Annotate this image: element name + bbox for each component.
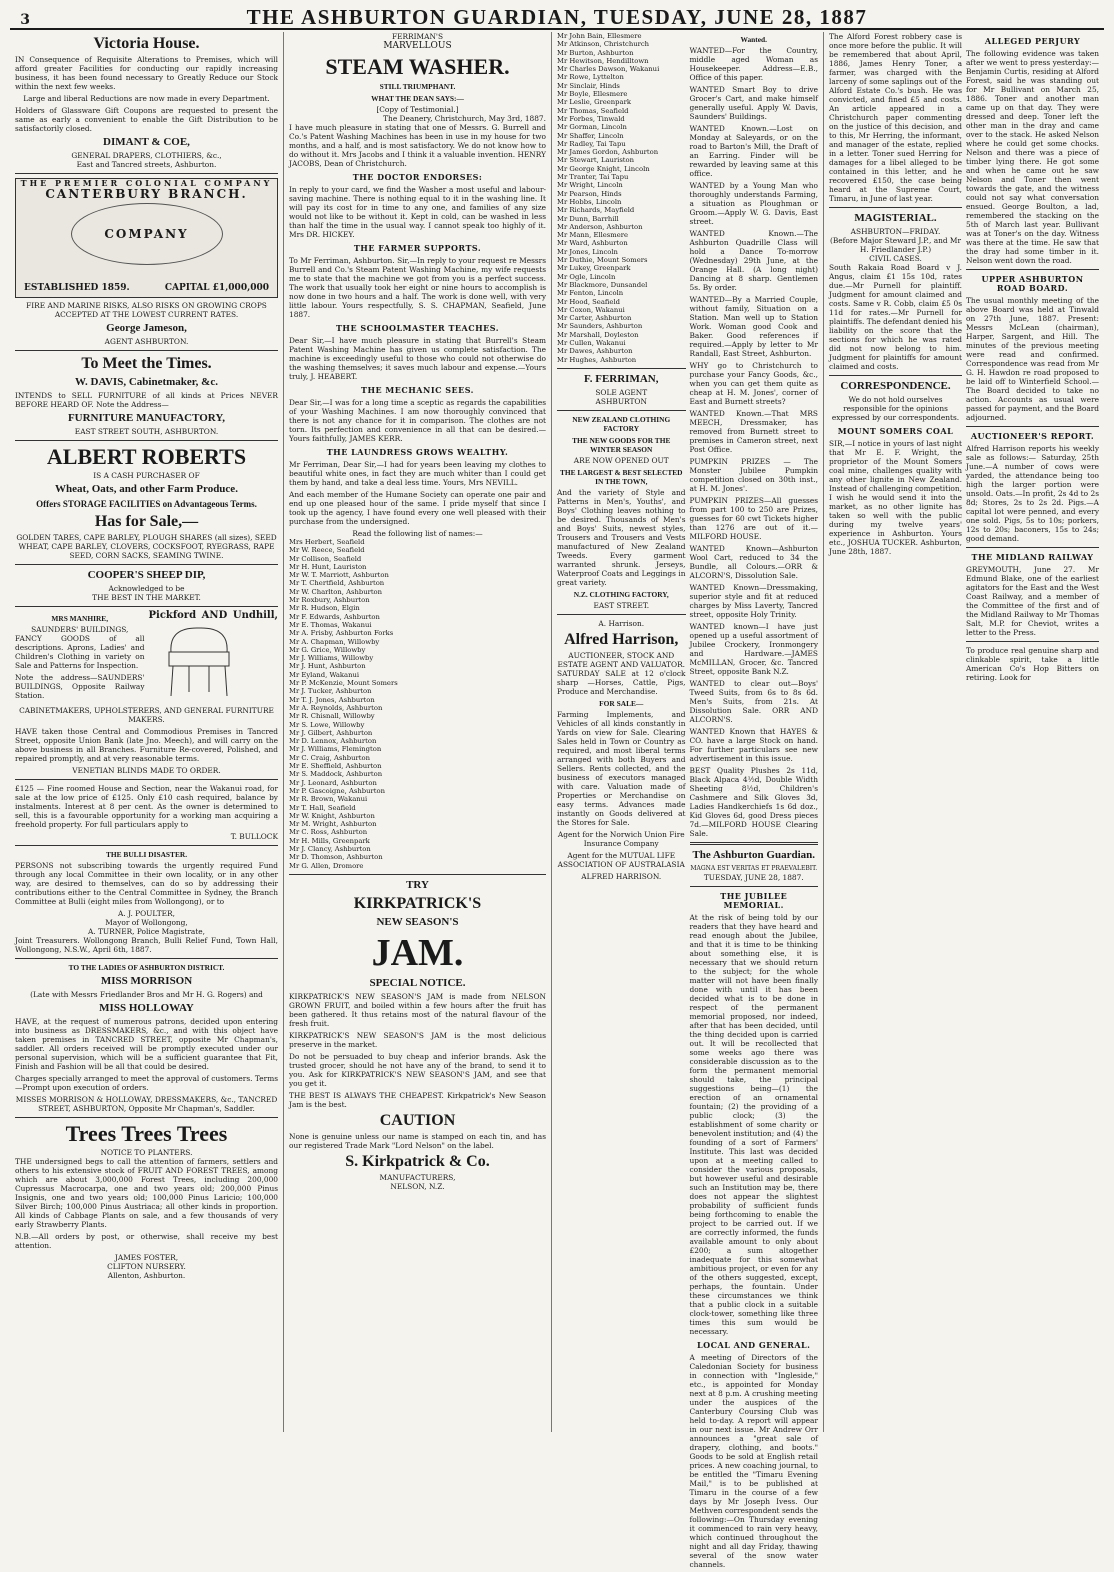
testimonial-name: Mr John Bain, Ellesmere bbox=[557, 32, 642, 40]
manhire-advert bbox=[15, 611, 145, 706]
kirkpatrick-new: NEW SEASON'S bbox=[376, 915, 459, 928]
ferriman-laundress: Mr Ferriman, Dear Sir,—I had for years been leaving my clothes to beautiful white ones, in fact they are much whiter than I could get them by hand, and take a deal less time. Yours, Mrs NEVILL. bbox=[289, 460, 546, 487]
ferriman-school: Dear Sir,—I have much pleasure in stating that Burrell's Steam Patent Washing Machine has given us complete satisfaction. The machine is exceedingly useful to those who could not otherwise do the washing themselves; it saves much labour and expense.—Yours truly, J. HEABERT. bbox=[289, 336, 546, 381]
trees-sig3: Allenton, Ashburton. bbox=[107, 1271, 186, 1280]
local-body: A meeting of Directors of the Caledonian Society for business in connection with "Ingleside," etc., is appointed for Monday next at 8 p.m. A crushing meeting under the auspices of the Canterbury Coursing Club was held to-day. A report will appear in our next issue. Mr Andrew Orr announces a "great sale of drapery, clothing, and boots." Goods to be sold at English retail prices. A new coaching journal, to be entitled the "Timaru Evening Mail," is to be published at Timaru in the course of a few days by Mr Joseph Ivess. Our Methven correspondent sends the following:—On Thursday evening it commenced to rain very heavy, which continued throughout the night and all day Friday, thawing several of the snow water channels. bbox=[689, 1353, 818, 1569]
paper-motto: MAGNA EST VERITAS ET PRAEVALEBIT. bbox=[690, 865, 818, 872]
closing-text: To produce real genuine sharp and clinkable spirit, take a little American Co's Hop Bitters on retiring. Look for bbox=[966, 646, 1099, 682]
wanted-ad: WANTED Known that HAYES & CO. have a large Stock on hand. For further particulars see new advertisement in this issue. bbox=[689, 727, 818, 763]
testimonial-name: Mr S. Maddock, Ashburton bbox=[289, 770, 383, 779]
ferriman-mech-heading: THE MECHANIC SEES. bbox=[361, 385, 474, 395]
testimonial-name: Mr J. Clancy, Ashburton bbox=[289, 844, 371, 853]
clothing-heading: F. FERRIMAN, bbox=[584, 372, 659, 385]
testimonial-name: Mr J. Gilbert, Ashburton bbox=[289, 728, 373, 737]
pickford-trade: CABINETMAKERS, UPHOLSTERERS, AND GENERAL FURNITURE MAKERS. bbox=[19, 706, 274, 724]
pickford-body: HAVE taken those Central and Commodious Premises in Tancred Street, opposite Union Bank (late Jno. Meech), and will carry on the above business in all Branches. Furniture Re-covered, Polished, and repaired promptly, and at very reasonable terms. bbox=[15, 727, 278, 763]
kirkpatrick-body3: Do not be persuaded to buy cheap and inferior brands. Ask the trusted grocer, should he not have any of the brand, to send it to you. Ask for KIRKPATRICK'S NEW SEASON'S JAM, and see that you get it. bbox=[289, 1051, 546, 1088]
testimonial-name: Mr R. Hudson, Elgin bbox=[289, 604, 360, 613]
testimonial-name: Mr Hood, Seafield bbox=[557, 297, 620, 306]
kirkpatrick-heading: KIRKPATRICK'S bbox=[353, 894, 482, 912]
largest: THE LARGEST & BEST SELECTED IN THE TOWN, bbox=[559, 467, 683, 486]
harrison-sig: ALFRED HARRISON. bbox=[581, 871, 662, 881]
pickford-right: Undhill, bbox=[232, 610, 278, 621]
factory-heading: N.Z. CLOTHING FACTORY, bbox=[573, 589, 669, 599]
morrison-late: (Late with Messrs Friedlander Bros and Mr H. G. Rogers) and bbox=[30, 990, 263, 999]
wanted-ad: WANTED—By a Married Couple, without family, Situation on a Station. Man well up to Station Work. Woman good Cook and Baker. Good references if required.—Apply by letter to Mr Randall, East Street, Ashburton. bbox=[689, 295, 818, 358]
testimonial-name: Mr W. Reece, Seafield bbox=[289, 546, 365, 555]
coopers-sub: Acknowledged to be bbox=[108, 584, 185, 593]
ferriman-marvellous: MARVELLOUS bbox=[383, 41, 452, 51]
column-1 bbox=[10, 32, 284, 1432]
sale-125-body: £125 — Fine roomed House and Section, near the Wakanui road, for sale at the low price of £125. Only £10 cash required, balance by instalments. Interest at 8 per cent. As the owner is determined to sell, this is a favourable opportunity for a working man acquiring a freehold property. For full particulars apply to bbox=[15, 784, 278, 829]
ferriman-farmer: To Mr Ferriman, Ashburton. Sir,—In reply to your request re Messrs Burrell and Co.'s Steam Patent Washing Machine, my wife requests me to state that the machine we got from you is a perfect success. The work that usually took her eight or nine hours to accomplish is now done in two hours and a half. The work is done well, with very little labour. Yours respectfully, S. S. CHAPMAN, Seafield, June 1887. bbox=[289, 256, 546, 319]
morrison-body: HAVE, at the request of numerous patrons, decided upon entering into business as DRESSMAKERS, &c., and with this object have taken premises in TANCRED STREET, opposite Mr Chapman's, saddler. All orders received will be promptly executed under our personal supervision, which will be a sufficient guarantee that Fit, Finish and Fashion will be all that could be desired. bbox=[15, 1017, 278, 1071]
perjury-body: The following evidence was taken after we went to press yesterday:— Benjamin Curtis, residing at Alford Forest, said he was standing out for Mr Bullivant on March 25, 1886. Toner and another man came up on that day. They were dressed and deep. Toner left the other man in the dray and came over to the stack. He asked Nelson where he could get some chocks. Nelson and there was a piece of timber lying there. He got some and when he came out he saw Nelson and Toner then went towards the gate, and the witness could not say what conversation ensued. George Boulton, a lad, remembered the stacking on the 5th of March last year. Bullivant was at Toner's on the day. Witness was there at the time. He saw that the dray had some timber in it. Nelson went down the road. bbox=[966, 49, 1099, 265]
bulli-signed: A. J. POULTER, bbox=[118, 909, 175, 918]
upper-ashburton-heading: UPPER ASHBURTON ROAD BOARD. bbox=[981, 274, 1084, 293]
kirkpatrick-try: TRY bbox=[406, 878, 429, 891]
insurance-top: THE PREMIER COLONIAL COMPANY bbox=[20, 178, 273, 188]
victoria-house-heading: Victoria House. bbox=[93, 35, 200, 52]
testimonial-name: Mr Ward, Ashburton bbox=[557, 239, 628, 248]
davis-addr: EAST STREET SOUTH, ASHBURTON. bbox=[74, 427, 219, 436]
testimonial-name: Mr Tranter, Tai Tapu bbox=[557, 173, 629, 182]
manhire-name: MRS MANHIRE, bbox=[51, 614, 109, 623]
roberts-sale: Has for Sale,— bbox=[94, 513, 199, 530]
testimonial-name: Mr Boyle, Ellesmere bbox=[557, 90, 628, 99]
ferriman-laundress-heading: THE LAUNDRESS GROWS WEALTHY. bbox=[326, 447, 509, 457]
manhire-firm: SAUNDERS' BUILDINGS, bbox=[31, 625, 129, 634]
insurance-advert bbox=[15, 178, 278, 298]
wanted-ad: WANTED by a Young Man who thoroughly understands Farming, a situation as Ploughman or Groom.—Apply W. G. Davis, East street. bbox=[689, 181, 818, 226]
testimonial-name: Mr E. Sheffield, Ashburton bbox=[289, 762, 382, 771]
ferriman-list-intro: Read the following list of names:— bbox=[352, 529, 483, 538]
alford-intro: The Alford Forest robbery case is once more before the public. It will be remembered that about April, 1886, James Henry Toner, a farmer, was charged with the larceny of some saplings out of the Alford Estate Co.'s bush. He was convicted, and fined £5 and costs. An article appeared in a Christchurch paper commenting on the justice of this decision, and to this, Mr Herring, the informant, and manager of the estate, replied in a letter. Toner sued Herring for damages for a libel alleged to be contained in this letter, and he recovered £150, the case being heard at the Supreme Court, Timaru, in June of last year. bbox=[829, 32, 962, 203]
testimonial-name: Mr E. Thomas, Wakanui bbox=[289, 620, 372, 629]
kirkpatrick-jam: JAM. bbox=[371, 931, 464, 974]
kirkpatrick-manuf: MANUFACTURERS, bbox=[379, 1172, 456, 1182]
testimonial-name: Mr C. Ross, Ashburton bbox=[289, 828, 368, 837]
ferriman-doctor: In reply to your card, we find the Washer a most useful and labour-saving machine. There is nothing equal to it in the washing line. It will pay its cost for in time to any one, and families of any size would not like to be without it. Kept in cold, can be washed in less than half the time in the usual way. I cannot speak too highly of it. Mrs DR. HICKEY. bbox=[289, 185, 546, 239]
kirkpatrick-caution: CAUTION bbox=[379, 1111, 456, 1129]
wanted-ad: WANTED—For the Country, middle aged Woman as Housekeeper. Address—E.B., Office of this paper. bbox=[689, 46, 818, 82]
ferriman-copy: [Copy of Testimonial.] bbox=[376, 105, 459, 114]
harrison-sub: AUCTIONEER, STOCK AND ESTATE AGENT AND VALUATOR. bbox=[557, 650, 686, 669]
ferriman-school-heading: THE SCHOOLMASTER TEACHES. bbox=[335, 323, 500, 333]
davis-factory: FURNITURE MANUFACTORY, bbox=[67, 412, 226, 424]
roberts-sub: IS A CASH PURCHASER OF bbox=[93, 471, 200, 480]
testimonial-name: Mr J. Williams, Flemington bbox=[289, 745, 382, 754]
trees-note: N.B.—All orders by post, or otherwise, shall receive my best attention. bbox=[15, 1232, 278, 1250]
column-2 bbox=[284, 32, 552, 1432]
testimonial-name: Mr S. Lowe, Willowby bbox=[289, 720, 365, 729]
insurance-seal: COMPANY bbox=[71, 203, 223, 265]
trees-sig: JAMES FOSTER, bbox=[114, 1253, 179, 1262]
newspaper-columns bbox=[10, 32, 1104, 1569]
testimonial-name: Mr D. Lennox, Ashburton bbox=[289, 737, 377, 746]
wanted-ad: WANTED to clear out—Boys' Tweed Suits, from 6s to 8s 6d. Men's Suits, from 21s. At Dissolution Sale. ORR AND ALCORN'S. bbox=[689, 679, 818, 724]
insurance-capital: CAPITAL £1,000,000 bbox=[164, 283, 269, 293]
trees-notice: NOTICE TO PLANTERS. bbox=[100, 1148, 193, 1157]
testimonial-name: Mr G. Allen, Dromore bbox=[289, 861, 364, 870]
testimonial-name: Mr W. Charlton, Ashburton bbox=[289, 587, 383, 596]
magisterial-heading: MAGISTERIAL. bbox=[854, 212, 937, 224]
testimonial-name: Mr Dunn, Barrhill bbox=[557, 214, 619, 223]
newspaper-title: THE ASHBURTON GUARDIAN, TUESDAY, JUNE 28, 1887 bbox=[246, 5, 868, 29]
paper-title: The Ashburton Guardian. bbox=[692, 849, 816, 861]
ferriman-what: WHAT THE DEAN SAYS:— bbox=[371, 94, 464, 103]
wanted-heading: Wanted. bbox=[740, 35, 767, 44]
midland-body: GREYMOUTH, June 27. Mr Edmund Blake, one of the earliest agitators for the East and the West Coast Railway, and a member of the Committee of the first and of the Midland Railway to Mr Thomas Salt, M.P. for Cheviot, writes a letter to the Press. bbox=[966, 565, 1099, 637]
ferriman-closing: And each member of the Humane Society can operate one pair and end up one pleased hour of the same. I pride myself that since I took up the agency, I have found every one well pleased with their purchase from the undersigned. bbox=[289, 490, 546, 526]
coopers-best: THE BEST IN THE MARKET. bbox=[92, 593, 201, 602]
trees-sig2: CLIFTON NURSERY. bbox=[107, 1262, 186, 1271]
testimonial-name: Mr Rowe, Lyttelton bbox=[557, 73, 624, 82]
insurance-branch: CANTERBURY BRANCH. bbox=[45, 187, 248, 201]
testimonial-name: Mr Hewitson, Hendilltown bbox=[557, 56, 649, 65]
sale-125-signed: T. BULLOCK bbox=[230, 832, 278, 841]
pickford-advert bbox=[149, 611, 279, 706]
auctioneer-body: Alfred Harrison reports his weekly sale as follows:— Saturday, 25th June.—A number of cows were yarded, the attendance being too high the larger portion were unsold. Oats.—In profit, 2s 4d to 2s 8d; Stores, 2s to 2s 2d. Pigs.—A capital lot were penned, and every one sold. Pigs, 5s to 10s; porkers, 12s to 20s; baconers, 15s to 24s; good demand. bbox=[966, 444, 1099, 543]
testimonial-name: Mr A. Frisby, Ashburton Forks bbox=[289, 629, 394, 638]
kirkpatrick-place: NELSON, N.Z. bbox=[390, 1181, 445, 1191]
roberts-wheat: Wheat, Oats, and other Farm Produce. bbox=[55, 483, 238, 495]
ferriman-farmer-heading: THE FARMER SUPPORTS. bbox=[353, 243, 482, 253]
bulli-body: PERSONS not subscribing towards the urgently required Fund through any local Committee in their own locality, or in any other way, are desired to themselves, can do so by addressing their contributions either to the Central Committee in Sydney, the Branch Committee at Bulli (eight miles from Wollongong), or to bbox=[15, 861, 278, 906]
testimonial-name: Mr Gorman, Lincoln bbox=[557, 123, 627, 132]
clothing-place: ASHBURTON bbox=[595, 396, 647, 406]
pickford-left: Pickford bbox=[148, 610, 197, 621]
magisterial-before: (Before Major Steward J.P., and Mr H. Friedlander J.P.) bbox=[829, 236, 962, 254]
testimonial-name: Mr Duthie, Mount Somers bbox=[557, 256, 648, 265]
davis-firm: W. DAVIS, Cabinetmaker, &c. bbox=[75, 376, 218, 388]
roberts-storage: Offers STORAGE FACILITIES on Advantageous Terms. bbox=[36, 499, 257, 509]
testimonial-name: Mr T. Hall, Seafield bbox=[289, 803, 356, 812]
morrison-name2: MISS HOLLOWAY bbox=[99, 1002, 194, 1014]
wanted-ad: WANTED Known—Ashburton Wool Cart, reduced to 34 the Bundle, all Colours.—ORR & ALCORN'S, Dissolution Sale. bbox=[689, 544, 818, 580]
ferriman-dean-place: The Deanery, Christchurch, May 3rd, 1887. bbox=[383, 114, 546, 123]
wanted-ad: WANTED Known.—That MRS MEECH, Dressmaker, has removed from Burnett street to premises in Cameron street, next Post Office. bbox=[689, 409, 818, 454]
testimonial-name: Mr R. Chisnall, Willowby bbox=[289, 712, 375, 721]
harrison-for-sale: FOR SALE— bbox=[599, 698, 644, 708]
testimonial-name: Mr T. J. Jones, Ashburton bbox=[289, 695, 375, 704]
testimonial-name: Mr Burton, Ashburton bbox=[557, 48, 634, 57]
testimonial-name: Mr Forbes, Tinwald bbox=[557, 114, 625, 123]
bulli-signed3: A. TURNER, Police Magistrate, bbox=[87, 927, 206, 936]
insurance-risks: FIRE AND MARINE RISKS, ALSO RISKS ON GROWING CROPS ACCEPTED AT THE LOWEST CURRENT RATES. bbox=[26, 301, 267, 319]
wanted-ad: WANTED Known—Dressmaking, superior style and fit at reduced charges by Miss Laverty, Tancred street, opposite Holy Trinity. bbox=[689, 583, 818, 619]
insurance-agent-sub: AGENT ASHBURTON. bbox=[104, 337, 189, 346]
testimonial-name: Mr Lukey, Greenpark bbox=[557, 264, 631, 273]
testimonial-name: Mr Leslie, Greenpark bbox=[557, 98, 631, 107]
col4-inner bbox=[829, 32, 1099, 685]
manhire-note: Note the address—SAUNDERS' BUILDINGS, Opposite Railway Station. bbox=[15, 673, 145, 700]
testimonial-name: Mr J. Tucker, Ashburton bbox=[289, 687, 372, 696]
wanted-ad: WHY go to Christchurch to purchase your Fancy Goods, &c., when you can get them quite as cheap at H. M. Jones', corner of East and Burnett streets? bbox=[689, 361, 818, 406]
pickford-and: AND bbox=[201, 610, 228, 621]
testimonial-name: Mr P. McKenzie, Mount Somers bbox=[289, 679, 398, 688]
testimonial-name: Mr Wright, Lincoln bbox=[557, 181, 623, 190]
bulli-signed2: Mayor of Wollongong, bbox=[105, 918, 188, 927]
testimonial-name: Mr F. Edwards, Ashburton bbox=[289, 612, 380, 621]
bulli-office: Joint Treasurers. Wollongong Branch, Bulli Relief Fund, Town Hall, Wollongong, N.S.W., April 6th, 1887. bbox=[15, 936, 278, 954]
perjury-heading: ALLEGED PERJURY bbox=[984, 36, 1081, 46]
page-number: 3 bbox=[20, 12, 30, 28]
midland-heading: THE MIDLAND RAILWAY bbox=[971, 552, 1094, 562]
roberts-list: GOLDEN TARES, CAPE BARLEY, PLOUGH SHARES (all sizes), SEED WHEAT, CAPE BARLEY, CLOVERS, COCKSFOOT, RYEGRASS, RAPE SEED, CORN SACKS, SEAMING TWINE. bbox=[16, 533, 277, 560]
testimonial-name: Mr Coxon, Wakanui bbox=[557, 305, 625, 314]
insurance-established: ESTABLISHED 1859. bbox=[24, 283, 130, 293]
testimonial-name: Mr George Knight, Lincoln bbox=[557, 164, 650, 173]
wanted-ad: WANTED Smart Boy to drive Grocer's Cart, and make himself generally useful. Apply W. Davis, Saunders' Buildings. bbox=[689, 85, 818, 121]
clothing-body: And the variety of Style and Patterns in Men's, Youths', and Boys' Clothing leaves nothing to be desired. Thousands of Men's and Boys' Suits, newest styles, Trousers and Trousers and Vests manufactured of New Zealand Tweeds. Every garment warranted shrunk. Jerseys, Waterproof Coats and Leggings in great variety. bbox=[557, 487, 686, 587]
kirkpatrick-body: KIRKPATRICK'S NEW SEASON'S JAM is made from NELSON GROWN FRUIT, and boiled within a few hours after the fruit has been gathered. It thus retains most of the natural flavour of the fresh fruit. bbox=[289, 991, 546, 1028]
testimonial-names-continued bbox=[557, 32, 686, 364]
testimonial-name: Mrs Herbert, Seafield bbox=[289, 538, 365, 546]
testimonial-name: Mr Mann, Ellesmere bbox=[557, 231, 629, 240]
testimonial-name: Mr A. Reynolds, Ashburton bbox=[289, 703, 383, 712]
jubilee-heading: THE JUBILEE MEMORIAL. bbox=[720, 891, 788, 910]
wanted-ad: PUMPKIN PRIZES — The Monster Jubilee Pumpkin competition closed on 30th inst., at H. M. Jones'. bbox=[689, 457, 818, 493]
testimonial-name: Mr James Gordon, Ashburton bbox=[557, 148, 659, 157]
morrison-name1: MISS MORRISON bbox=[100, 975, 193, 987]
kirkpatrick-best: THE BEST IS ALWAYS THE CHEAPEST. Kirkpatrick's New Season Jam is the best. bbox=[289, 1090, 546, 1109]
testimonial-name: Mr Cullen, Wakanui bbox=[557, 338, 626, 347]
testimonial-name: Mr Saunders, Ashburton bbox=[557, 322, 643, 331]
ferriman-doctor-heading: THE DOCTOR ENDORSES: bbox=[352, 172, 483, 182]
harrison-heading: Alfred Harrison, bbox=[564, 630, 679, 648]
testimonial-name: Mr Shaffer, Lincoln bbox=[557, 131, 624, 140]
testimonial-name: Mr Roxbury, Ashburton bbox=[289, 596, 370, 605]
testimonial-name: Mr H. Mills, Greenpark bbox=[289, 836, 370, 845]
testimonial-names-list bbox=[289, 538, 546, 870]
davis-intends: INTENDS to SELL FURNITURE of all kinds at Prices NEVER BEFORE HEARD OF. Note the Address— bbox=[15, 391, 278, 409]
testimonial-name: Mr Charles Dawson, Wakanui bbox=[557, 65, 660, 74]
wanted-list bbox=[690, 46, 819, 838]
testimonial-name: Mr R. Brown, Wakanui bbox=[289, 795, 368, 804]
harrison-small: A. Harrison. bbox=[598, 618, 645, 628]
correspondence-note: We do not hold ourselves responsible for the opinions expressed by our correspondents. bbox=[831, 395, 960, 422]
nz-factory: NEW ZEALAND CLOTHING FACTORY bbox=[572, 414, 671, 433]
testimonial-name: Mr A. Chapman, Willowby bbox=[289, 637, 380, 646]
chair-illustration-icon bbox=[149, 622, 249, 702]
local-heading: LOCAL AND GENERAL. bbox=[697, 1340, 811, 1350]
correspondence-body: SIR,—I notice in yours of last night that Mr E. F. Wright, the proprietor of the Mount Somers coal mine, challenges quality with any other lignite in New Zealand. Instead of challenging competition, I wish he would send it into the market, as no other lignite has taken so well with the public during my twelve years' experience in Ashburton. Yours etc., JOSHUA TUCKER. Ashburton, June 28th, 1887. bbox=[829, 439, 962, 556]
testimonial-name: Mr Blackmore, Dunsandel bbox=[557, 280, 648, 289]
masthead bbox=[10, 4, 1104, 30]
dimant-firm: DIMANT & COE, bbox=[103, 136, 190, 148]
trees-body: THE undersigned begs to call the attention of farmers, settlers and others to his extensive stock of FRUIT AND FOREST TREES, among which are about 3,000,000 Forest Trees, including 200,000 Cupressus Macrocarpa, one and two years old; 200,000 Pinus Insignis, one and two years old; 100,000 Pinus Laricio; 100,000 Silver Birch; 100,000 Pinus Austriaca; all other kinds in proportion. All kinds of Cabbage Plants on sale, and a few thousands of very early Strawberry Plants. bbox=[15, 1157, 278, 1229]
ferriman-dean: I have much pleasure in stating that one of Messrs. G. Burrell and Co.'s Patent Washing Machines has been in use in my house for two months, and a half, and is most satisfactory. We do not know how to do without it. Mrs Jacobs and I think it a valuable invention. HENRY JACOBS, Dean of Christchurch. bbox=[289, 123, 546, 168]
kirkpatrick-caution-body: None is genuine unless our name is stamped on each tin, and has our registered Trade Mark "Lord Nelson" on the label. bbox=[289, 1131, 546, 1150]
manhire-body: FANCY GOODS of all descriptions. Aprons, Ladies' and Children's Clothing in variety on Sale and Patterns for Inspection. bbox=[15, 634, 145, 670]
dimant-sub: GENERAL DRAPERS, CLOTHIERS, &c., bbox=[71, 151, 222, 160]
harrison-for-sale-body: Farming Implements, and Vehicles of all kinds constantly in Yards on view for Sale. Clearing Sales held in Town or Country as required, and most liberal terms arranged with both Buyers and Sellers. Rents collected, and the business of executors managed with care. Valuation made of Properties or Merchandise on easy terms. Advances made instantly on Goods delivered at the Stores for Sale. bbox=[557, 709, 686, 827]
magisterial-sub: ASHBURTON—FRIDAY. bbox=[850, 227, 941, 236]
upper-ashburton-body: The usual monthly meeting of the above Board was held at Tinwald on 27th June, 1887. Present: Messrs McLean (chairman), Harper, Sargent, and Hill. The minutes of the previous meeting were read and confirmed. Correspondence was read from Mr G. H. Hawdon re road proposed to be laid off to Winterfield School.—The Board decided to take no action. Accounts as usual were passed for payment, and the Board adjourned. bbox=[966, 296, 1099, 422]
testimonial-name: Mr W. Knight, Ashburton bbox=[289, 811, 375, 820]
testimonial-name: Mr Richards, Mayfield bbox=[557, 206, 635, 215]
correspondence-sub: MOUNT SOMERS COAL bbox=[837, 426, 954, 436]
testimonial-name: Mr D. Thomson, Ashburton bbox=[289, 853, 383, 862]
trees-heading: Trees Trees Trees bbox=[65, 1121, 228, 1146]
testimonial-name: Mr Stewart, Lauriston bbox=[557, 156, 635, 165]
testimonial-name: Mr Carter, Ashburton bbox=[557, 314, 632, 323]
coopers-heading: COOPER'S SHEEP DIP, bbox=[87, 569, 206, 581]
bulli-heading: THE BULLI DISASTER. bbox=[105, 850, 188, 859]
kirkpatrick-body2: KIRKPATRICK'S NEW SEASON'S JAM is the most delicious preserve in the market. bbox=[289, 1030, 546, 1049]
testimonial-name: Mr Radley, Tai Tapu bbox=[557, 139, 626, 148]
testimonial-name: Mr Pearson, Hinds bbox=[557, 189, 622, 198]
morrison-charges: Charges specially arranged to meet the approval of customers. Terms—Prompt upon execution of orders. bbox=[15, 1074, 278, 1092]
ferriman-heading: STEAM WASHER. bbox=[325, 54, 510, 79]
testimonial-name: Mr Hobbs, Lincoln bbox=[557, 197, 622, 206]
ferriman-mech: Dear Sir,—I was for a long time a sceptic as regards the capabilities of your Washing Machines. I am now thoroughly convinced that there is not any chance for it in comparison. The clothes are not torn. Its perfection and convenience in all that can be desired.—Yours faithfully, JAMES KERR. bbox=[289, 398, 546, 443]
testimonial-name: Mr Fenton, Lincoln bbox=[557, 289, 624, 298]
testimonial-name: Mr Jones, Lincoln bbox=[557, 247, 618, 256]
testimonial-name: Mr Dawes, Ashburton bbox=[557, 347, 633, 356]
testimonial-name: Mr Sinclair, Hinds bbox=[557, 81, 620, 90]
kirkpatrick-special: SPECIAL NOTICE. bbox=[369, 976, 466, 989]
col3-top bbox=[557, 32, 818, 1572]
testimonial-name: Mr C. Craig, Ashburton bbox=[289, 753, 370, 762]
davis-heading: To Meet the Times. bbox=[81, 355, 212, 372]
manhire-pickford-row bbox=[15, 611, 278, 706]
testimonial-name: Mr Thomas, Seafield bbox=[557, 106, 629, 115]
factory-addr: EAST STREET. bbox=[593, 600, 650, 610]
testimonial-name: Mr T. Chertfield, Ashburton bbox=[289, 579, 385, 588]
harrison-agent2: Agent for the MUTUAL LIFE ASSOCIATION OF AUSTRALASIA bbox=[557, 850, 685, 869]
victoria-line2: Large and liberal Reductions are now made in every Department. bbox=[23, 94, 270, 103]
correspondence-heading: CORRESPONDENCE. bbox=[840, 380, 951, 392]
pickford-blinds: VENETIAN BLINDS MADE TO ORDER. bbox=[72, 766, 221, 775]
column-3 bbox=[552, 32, 824, 1569]
testimonial-name: Mr H. Hunt, Lauriston bbox=[289, 562, 367, 571]
testimonial-name: Mr Marshall, Doyleston bbox=[557, 330, 639, 339]
auctioneer-heading: AUCTIONEER'S REPORT. bbox=[970, 431, 1095, 441]
new-goods: THE NEW GOODS FOR THE WINTER SEASON bbox=[572, 435, 671, 454]
victoria-body: IN Consequence of Requisite Alterations to Premises, which will afford greater Facilities for conducting our rapidly increasing business, it has been found necessary to Greatly Reduce our Stock within the next few weeks. bbox=[15, 55, 278, 91]
magisterial-civil: CIVIL CASES. bbox=[869, 254, 922, 263]
testimonial-name: Mr J. Williams, Willowby bbox=[289, 654, 374, 663]
testimonial-name: Mr Hughes, Ashburton bbox=[557, 355, 637, 364]
now-open: ARE NOW OPENED OUT bbox=[573, 455, 669, 465]
wanted-ad: PUMPKIN PRIZES—All guesses from part 100 to 250 are Prizes, guesses for 60 cwt Tickets higher than 1276 are out of it.—MILFORD HOUSE. bbox=[689, 496, 818, 541]
testimonial-name: Mr Ogle, Lincoln bbox=[557, 272, 616, 281]
clothing-sub: SOLE AGENT bbox=[595, 387, 648, 397]
testimonial-name: Mr J. Hunt, Ashburton bbox=[289, 662, 366, 671]
testimonial-name: Mr Eyland, Wakanui bbox=[289, 670, 359, 679]
victoria-line3: Holders of Glassware Gift Coupons are requested to present the same as early a convenient to enable the Gift Distribution to be satisfactorily closed. bbox=[15, 106, 278, 133]
paper-date: TUESDAY, JUNE 28, 1887. bbox=[703, 873, 804, 882]
testimonial-name: Mr P. Gascoigne, Ashburton bbox=[289, 786, 385, 795]
morrison-sig: MISSES MORRISON & HOLLOWAY, DRESSMAKERS, &c., TANCRED STREET, ASHBURTON, Opposite Mr Chapman's, Saddler. bbox=[15, 1095, 278, 1113]
testimonial-name: Mr M. Wright, Ashburton bbox=[289, 820, 377, 829]
wanted-ad: WANTED known—I have just opened up a useful assortment of Jubilee Crockery, Ironmongery and Hardware.—JAMES McMILLAN, Grocer, &c. Tancred Street, opposite Bank N.Z. bbox=[689, 622, 818, 676]
morrison-to: TO THE LADIES OF ASHBURTON DISTRICT. bbox=[68, 963, 225, 972]
ferriman-still: STILL TRIUMPHANT. bbox=[379, 82, 456, 91]
insurance-agent: George Jameson, bbox=[106, 322, 187, 334]
testimonial-name: Mr J. Leonard, Ashburton bbox=[289, 778, 377, 787]
testimonial-name: Mr Collison, Seafield bbox=[289, 554, 362, 563]
harrison-saturday: SATURDAY SALE at 12 o'clock sharp —Horses, Cattle, Pigs, Produce and Merchandise. bbox=[557, 668, 686, 696]
roberts-name: ALBERT ROBERTS bbox=[46, 444, 247, 469]
ferriman-title: FERRIMAN'S bbox=[391, 32, 444, 41]
wanted-ad: WANTED Known.—The Ashburton Quadrille Class will hold a Dance To-morrow (Wednesday) 29th June, at the Orange Hall. (A long night) Dancing at 8 sharp. Gentlemen 5s. By order. bbox=[689, 229, 818, 292]
testimonial-name: Mr G. Grice, Willowby bbox=[289, 645, 366, 654]
dimant-addr: East and Tancred streets, Ashburton. bbox=[76, 160, 217, 169]
testimonial-name: Mr W. T. Marriott, Ashburton bbox=[289, 571, 389, 580]
testimonial-name: Mr Atkinson, Christchurch bbox=[557, 40, 650, 49]
kirkpatrick-firm: S. Kirkpatrick & Co. bbox=[345, 1152, 490, 1170]
harrison-agent1: Agent for the Norwich Union Fire Insurance Company bbox=[557, 829, 685, 848]
wanted-ad: WANTED Known.—Lost on Monday at Saleyards, or on the road to Barton's Mill, the Draft of an Earring. Finder will be rewarded by leaving same at this office. bbox=[689, 124, 818, 178]
magisterial-body: South Rakaia Road Board v J. Angus, claim £1 15s 10d, rates due.—Mr Purnell for plaintiff. Judgment for amount claimed and costs. Same v R. Cobb, claim £5 0s 11d for rates.—Mr Purnell for plaintiffs. The defendant denied his liability on the score that the sections for which he was rated did not now belong to him. Judgment for plaintiffs for amount claimed and costs. bbox=[829, 263, 962, 371]
column-4 bbox=[824, 32, 1104, 1432]
testimonial-name: Mr Anderson, Ashburton bbox=[557, 222, 643, 231]
wanted-ad: BEST Quality Plushes 2s 11d, Black Alpaca 4½d, Double Width Sheeting 8½d, Children's Cashmere and Silk Gloves 3d, Ladies Handkerchiefs 1s 6d doz., Kid Gloves 6d, good Dress pieces 7d.—MILFORD HOUSE Clearing Sale. bbox=[689, 766, 818, 838]
jubilee-body: At the risk of being told by our readers that they have heard and read enough about the Jubilee, and that it is time to be thinking about something else, it is necessary that we should return to the subject; for the whole matter will not have been finally done with until it has been decided what is to be done in respect of the permanent memorial proposed, nor indeed, after that has been decided, until the thing decided upon is carried out. It will be recollected that some weeks ago there was considerable discussion as to the form the permanent memorial should take, the principal suggestions being—(1) the erection of an ornamental fountain; (2) the providing of a public clock; (3) the establishment of some charity or benevolent institution; and (4) the founding of a sort of Farmers' Institute. This last was decided upon at a meeting called to consider the various proposals, but however useful and desirable such an Institution may be, there does not appear the slightest probability of sufficient funds being forthcoming to enable the project to be carried out. If we are correctly informed, the funds available amount to only about £200; a sum altogether inadequate for this somewhat ambitious project, or even for any of the others suggested, except, perhaps, the fountain. Under these circumstances we think that a public clock in a suitable clock-tower, something like three times this sum would be necessary. bbox=[689, 913, 818, 1336]
